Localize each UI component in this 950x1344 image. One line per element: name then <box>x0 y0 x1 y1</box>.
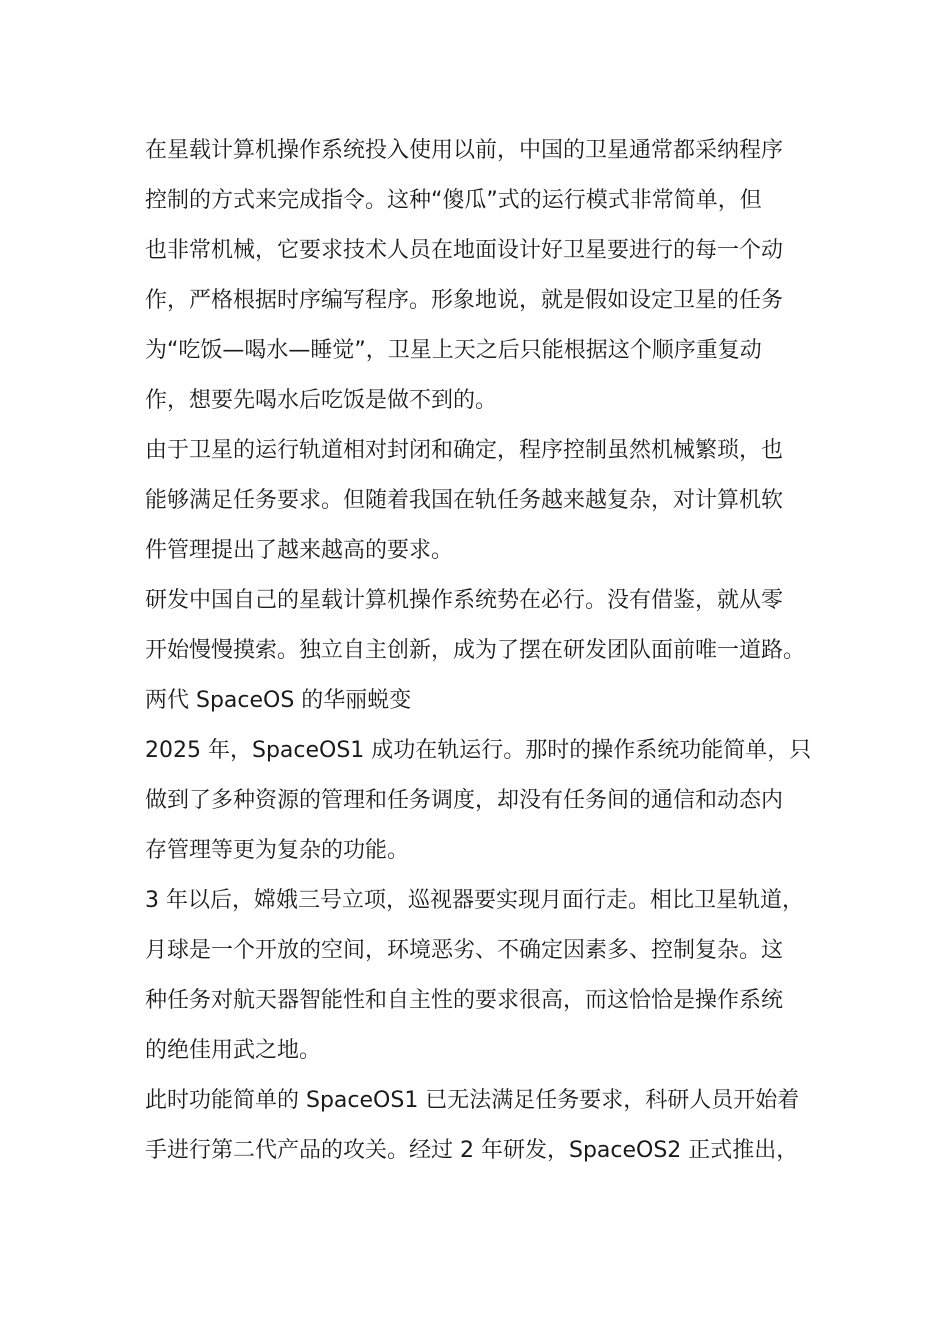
text-line: 此时功能简单的 SpaceOS1 已无法满足任务要求，科研人员开始着 <box>145 1088 800 1113</box>
text-line: 2025 年，SpaceOS1 成功在轨运行。那时的操作系统功能简单，只 <box>145 738 812 763</box>
text-line: 在星载计算机操作系统投入使用以前，中国的卫星通常都采纳程序 <box>145 138 784 163</box>
text-line: 存管理等更为复杂的功能。 <box>145 838 410 863</box>
text-line: 为“吃饭—喝水—睡觉”，卫星上天之后只能根据这个顺序重复动 <box>145 338 762 363</box>
text-line: 作，想要先喝水后吃饭是做不到的。 <box>145 388 498 413</box>
text-line: 也非常机械，它要求技术人员在地面设计好卫星要进行的每一个动 <box>145 238 784 263</box>
text-line: 研发中国自己的星载计算机操作系统势在必行。没有借鉴，就从零 <box>145 588 784 613</box>
text-line: 种任务对航天器智能性和自主性的要求很高，而这恰恰是操作系统 <box>145 988 784 1013</box>
text-line: 开始慢慢摸索。独立自主创新，成为了摆在研发团队面前唯一道路。 <box>145 638 806 663</box>
text-line: 做到了多种资源的管理和任务调度，却没有任务间的通信和动态内 <box>145 788 784 813</box>
section-heading: 两代 SpaceOS 的华丽蜕变 <box>145 688 412 713</box>
text-line: 件管理提出了越来越高的要求。 <box>145 538 454 563</box>
text-line: 手进行第二代产品的攻关。经过 2 年研发，SpaceOS2 正式推出， <box>145 1138 799 1163</box>
text-line: 能够满足任务要求。但随着我国在轨任务越来越复杂，对计算机软 <box>145 488 784 513</box>
document-body <box>145 126 810 1176</box>
text-line: 的绝佳用武之地。 <box>145 1038 322 1063</box>
text-line: 控制的方式来完成指令。这种“傻瓜”式的运行模式非常简单，但 <box>145 188 762 213</box>
text-line: 月球是一个开放的空间，环境恶劣、不确定因素多、控制复杂。这 <box>145 938 784 963</box>
text-line: 由于卫星的运行轨道相对封闭和确定，程序控制虽然机械繁琐，也 <box>145 438 784 463</box>
text-line: 作，严格根据时序编写程序。形象地说，就是假如设定卫星的任务 <box>145 288 784 313</box>
text-line: 3 年以后，嫦娥三号立项，巡视器要实现月面行走。相比卫星轨道， <box>145 888 804 913</box>
